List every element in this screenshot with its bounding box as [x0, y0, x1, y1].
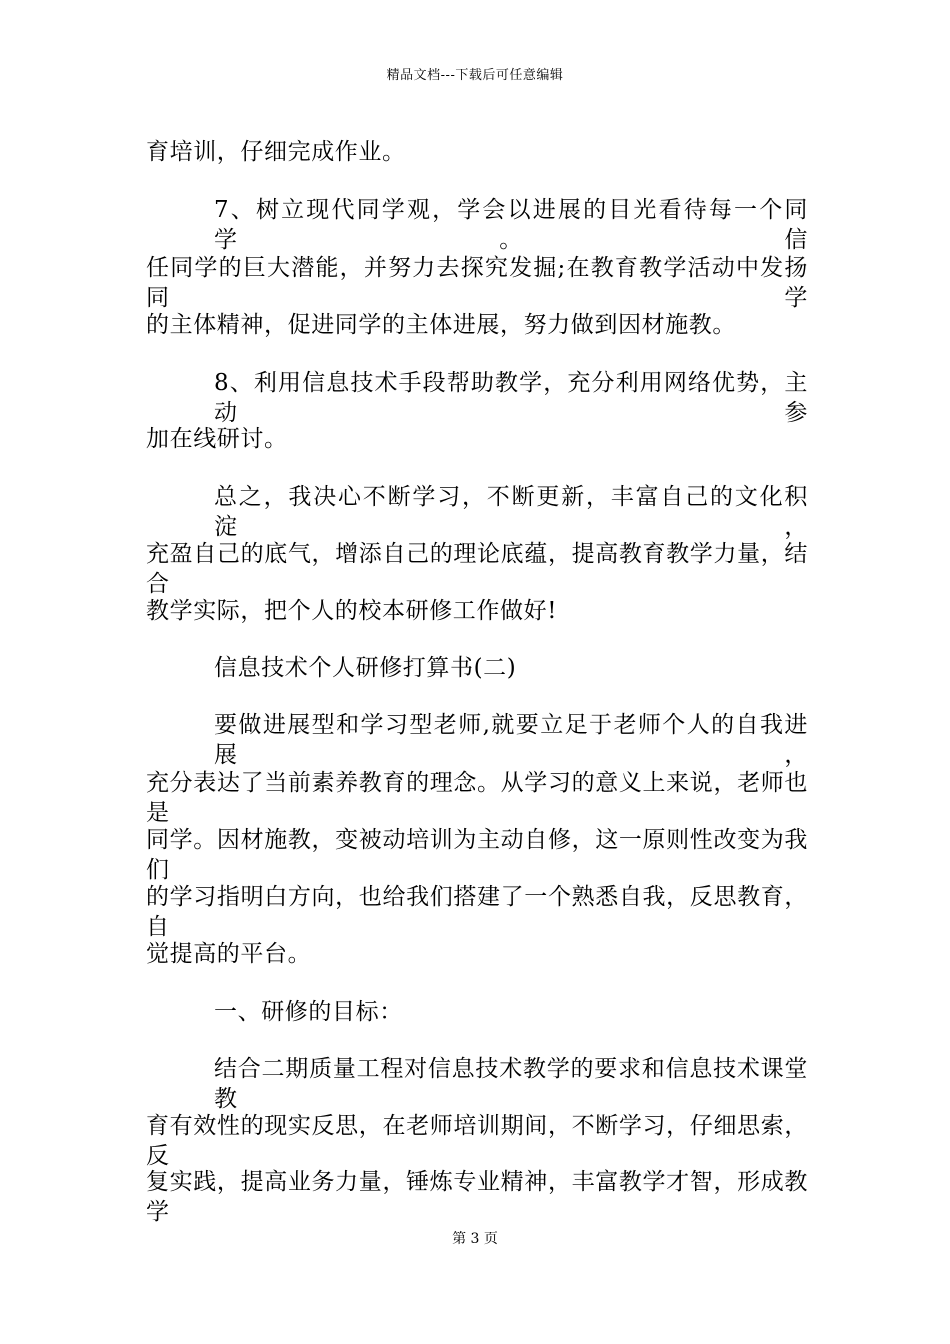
section-heading: 一、研修的目标： — [214, 999, 403, 1025]
page-header: 精品文档---下载后可任意编辑 — [386, 68, 564, 83]
text-line: 复实践，提高业务力量，锤炼专业精神，丰富教学才智，形成教学 — [146, 1169, 808, 1225]
text-line: 任同学的巨大潜能，并努力去探究发掘;在教育教学活动中发扬同学 — [146, 255, 808, 311]
text-line: 8、利用信息技术手段帮助教学，充分利用网络优势，主动参 — [214, 370, 808, 426]
page-number: 第 3 页 — [452, 1231, 498, 1247]
text-line: 7、树立现代同学观，学会以进展的目光看待每一个同学。信 — [214, 197, 808, 253]
section-title: 信息技术个人研修打算书(二) — [214, 655, 517, 681]
text-line: 教学实际，把个人的校本研修工作做好! — [146, 598, 558, 624]
text-line: 结合二期质量工程对信息技术教学的要求和信息技术课堂教 — [214, 1056, 808, 1112]
text-line: 充盈自己的底气，增添自己的理论底蕴，提高教育教学力量，结合 — [146, 541, 808, 597]
text-line: 充分表达了当前素养教育的理念。从学习的意义上来说，老师也是 — [146, 770, 808, 826]
text-line: 加在线研讨。 — [146, 426, 288, 452]
text-line: 育有效性的现实反思，在老师培训期间，不断学习，仔细思索，反 — [146, 1113, 808, 1169]
text-line: 育培训，仔细完成作业。 — [146, 139, 406, 165]
text-line: 觉提高的平台。 — [146, 941, 312, 967]
text-line: 总之，我决心不断学习，不断更新，丰富自己的文化积淀， — [214, 484, 808, 540]
text-line: 的主体精神，促进同学的主体进展，努力做到因材施教。 — [146, 312, 736, 338]
text-line: 的学习指明白方向，也给我们搭建了一个熟悉自我，反思教育，自 — [146, 884, 808, 940]
text-line: 同学。因材施教，变被动培训为主动自修，这一原则性改变为我们 — [146, 827, 808, 883]
text-line: 要做进展型和学习型老师,就要立足于老师个人的自我进展， — [214, 712, 808, 768]
